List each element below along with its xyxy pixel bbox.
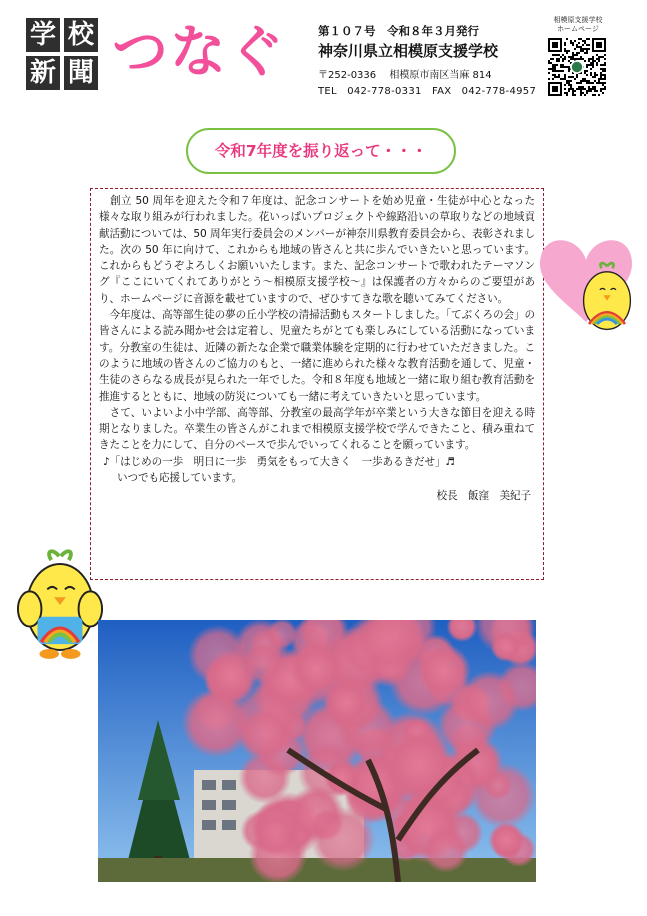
school-address: 〒252-0336 相模原市南区当麻 814 <box>318 70 492 81</box>
principal-signature: 校長 飯窪 美紀子 <box>436 490 531 503</box>
issue-info: 第１０７号 令和８年３月発行 <box>318 24 479 38</box>
message-paragraph-3: さて、いよいよ小中学部、高等部、分教室の最高学年が卒業という大きな節目を迎える時期となりました。卒業生の皆さんがこれまで相模原支援学校で学んできたこと、積み重ねてきたことを力にして、自分のペースで歩んでいってくれることを願っています。 <box>99 406 535 452</box>
qr-caption-line-1: 相模原支援学校 <box>553 16 603 24</box>
article-title-pill <box>186 128 456 174</box>
qr-caption <box>546 16 610 34</box>
qr-code-icon[interactable] <box>548 38 606 96</box>
chick-mascot-left-icon <box>16 548 104 666</box>
masthead-char-gaku: 学 <box>26 18 60 52</box>
cherry-blossom-photo <box>98 620 536 882</box>
message-paragraph-1: 創立 50 周年を迎えた令和７年度は、記念コンサートを始め児童・生徒が中心となった様々な取り組みが行われました。花いっぱいプロジェクトや線路沿いの草取りなどの地域貢献活動については、50 周年実行委員会のメンバーが神奈川県教育委員会から、表彰されました。次の 50 年に向けて、これからも地域の皆さんと共に歩んでいきたいと思っています。これからもどうぞよろしくお願いいたします。また、記念コンサートで歌われたテーマソング『ここにいてくれてありがとう～相模原支援学校～』は保護者の方々からのご要望があり、ホームページに音源を載せていますので、ぜひすてきな歌を聴いてみてください。 <box>99 195 535 305</box>
newsletter-brand: つなぐ <box>112 20 286 85</box>
chick-mascot-icon <box>580 258 634 336</box>
school-contact: TEL 042-778-0331 FAX 042-778-4957 <box>318 86 537 97</box>
qr-caption-line-2: ホームページ <box>557 25 599 33</box>
masthead-char-shin: 新 <box>26 56 60 90</box>
masthead-char-bun: 聞 <box>64 56 98 90</box>
message-paragraph-2: 今年度は、高等部生徒の夢の丘小学校の清掃活動もスタートしました。「てぶくろの会」の皆さんによる読み聞かせ会は定着し、児童たちがとても楽しみにしている活動になっています。分教室の生徒は、近隣の新たな企業で職業体験を定期的に行わせていただきました。このように地域の皆さんのご協力のもと、一緒に進められた様々な教育活動を通して、児童・生徒のさらなる成長が見られた一年でした。令和８年度も地域と一緒に取り組む教育活動を推進するとともに、地域の防災についても一緒に考えていきたいと思っています。 <box>99 309 535 403</box>
principal-message <box>90 188 544 580</box>
cheer-message: いつでも応援しています。 <box>117 472 243 485</box>
song-lyric: ♪「はじめの一歩 明日に一歩 勇気をもって大きく 一歩あるきだせ」♬ <box>103 455 455 468</box>
article-title: 令和7年度を振り返って・・・ <box>214 142 428 160</box>
school-name: 神奈川県立相模原支援学校 <box>318 42 499 60</box>
masthead-char-kou: 校 <box>64 18 98 52</box>
